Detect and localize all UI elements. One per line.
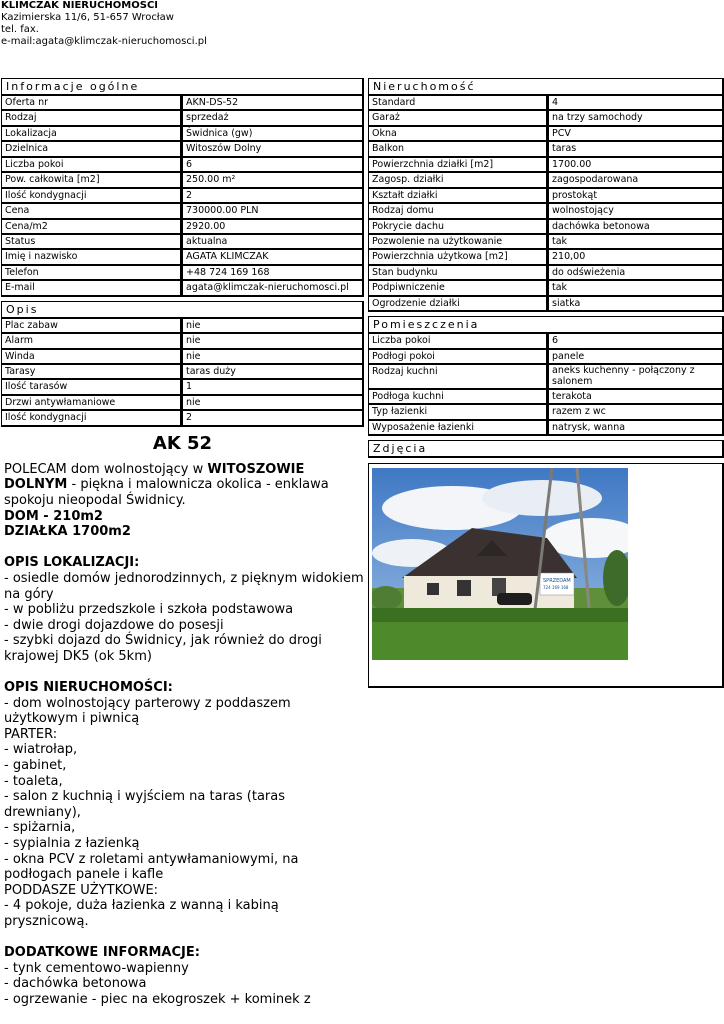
- table-row: [368, 111, 724, 126]
- row-label: Rodzaj: [1, 111, 182, 126]
- extra-heading: DODATKOWE INFORMACJE:: [4, 945, 200, 961]
- row-label: Podłoga kuchni: [368, 390, 548, 405]
- row-value: aktualna: [182, 235, 364, 250]
- row-label: Ilość kondygnacji: [1, 189, 182, 204]
- table-row: [368, 142, 724, 157]
- left-column: [1, 78, 364, 1008]
- row-label: Okna: [368, 127, 548, 142]
- row-label: Pow. całkowita [m2]: [1, 173, 182, 188]
- table-row: [1, 334, 364, 349]
- table-row: [1, 380, 364, 395]
- row-value: na trzy samochody: [548, 111, 724, 126]
- row-label: Wyposażenie łazienki: [368, 421, 548, 436]
- description-line: - gabinet,: [4, 758, 67, 774]
- rooms-table: [368, 334, 724, 436]
- description-line: - ogrzewanie - piec na ekogroszek + kominek z: [4, 991, 311, 1007]
- row-value: aneks kuchenny - połączony z salonem: [548, 365, 724, 390]
- row-value: sprzedaż: [182, 111, 364, 126]
- offer-description: [1, 462, 364, 1008]
- intro-b: WITOSZOWIE DOLNYM: [4, 461, 305, 493]
- row-value: Witoszów Dolny: [182, 142, 364, 157]
- description-line: - dachówka betonowa: [4, 976, 147, 992]
- row-value: razem z wc: [548, 405, 724, 420]
- offer-title: AK 52: [152, 432, 213, 454]
- table-row: [368, 189, 724, 204]
- row-value: 1: [182, 380, 364, 395]
- table-row: [1, 158, 364, 173]
- table-row: [368, 235, 724, 250]
- table-row: [1, 111, 364, 126]
- row-label: Zagosp. działki: [368, 173, 548, 188]
- table-row: [1, 204, 364, 219]
- table-row: [368, 173, 724, 188]
- row-label: Imię i nazwisko: [1, 250, 182, 265]
- table-row: [1, 127, 364, 142]
- opis-section-title: Opis: [1, 301, 364, 319]
- row-value: nie: [182, 319, 364, 334]
- extra-list: [4, 961, 364, 1008]
- table-row: [368, 350, 724, 365]
- row-value: AGATA KLIMCZAK: [182, 250, 364, 265]
- intro-a: POLECAM dom wolnostojący w: [4, 461, 208, 477]
- table-row: [368, 281, 724, 296]
- row-value: 6: [548, 334, 724, 349]
- description-line: - szybki dojazd do Świdnicy, jak również do drogi krajowej DK5 (ok 5km): [4, 633, 322, 664]
- intro-c: - piękna i malownicza okolica - enklawa spokoju nieopodal Świdnicy.: [4, 477, 329, 508]
- row-label: E-mail: [1, 281, 182, 296]
- row-label: Cena/m2: [1, 220, 182, 235]
- table-row: [368, 334, 724, 349]
- description-line: - osiedle domów jednorodzinnych, z pięknym widokiem na góry: [4, 570, 364, 602]
- description-line: - spiżarnia,: [4, 820, 76, 836]
- photo-frame: [368, 463, 724, 688]
- row-value: 2920.00: [182, 220, 364, 235]
- row-label: Liczba pokoi: [1, 158, 182, 173]
- table-row: [368, 266, 724, 281]
- table-row: [368, 204, 724, 219]
- description-line: - sypialnia z łazienką: [4, 836, 140, 851]
- table-row: [368, 421, 724, 436]
- rooms-section-title: Pomieszczenia: [368, 316, 724, 334]
- row-label: Typ łazienki: [368, 405, 548, 420]
- location-list: [4, 571, 364, 665]
- table-row: [1, 250, 364, 265]
- description-line: PODDASZE UŻYTKOWE:: [4, 882, 159, 898]
- row-value: 4: [548, 96, 724, 111]
- row-label: Garaż: [368, 111, 548, 126]
- row-label: Kształt działki: [368, 189, 548, 204]
- table-row: [368, 390, 724, 405]
- row-label: Ilość tarasów: [1, 380, 182, 395]
- description-line: PARTER:: [4, 726, 58, 742]
- row-label: Liczba pokoi: [368, 334, 548, 349]
- agency-name: KLIMCZAK NIERUCHOMOŚCI: [1, 0, 159, 11]
- row-value: 2: [182, 411, 364, 426]
- property-list: [4, 696, 364, 930]
- row-label: Rodzaj kuchni: [368, 365, 548, 390]
- row-value: 730000.00 PLN: [182, 204, 364, 219]
- row-label: Drzwi antywłamaniowe: [1, 396, 182, 411]
- row-value: panele: [548, 350, 724, 365]
- table-row: [368, 297, 724, 312]
- description-line: - 4 pokoje, duża łazienka z wanną i kabiną prysznicową.: [4, 898, 279, 929]
- agency-address: Kazimierska 11/6, 51-657 Wrocław: [1, 12, 174, 23]
- row-value: prostokąt: [548, 189, 724, 204]
- table-row: [1, 173, 364, 188]
- table-row: [1, 96, 364, 111]
- sign-text: SPRZEDAM: [543, 578, 571, 585]
- row-label: Standard: [368, 96, 548, 111]
- description-line: - w pobliżu przedszkole i szkoła podstawowa: [4, 602, 294, 618]
- sign-phone: 724 169 168: [543, 585, 569, 591]
- row-label: Rodzaj domu: [368, 204, 548, 219]
- row-value: zagospodarowana: [548, 173, 724, 188]
- row-value: 2: [182, 189, 364, 204]
- description-line: - salon z kuchnią i wyjściem na taras (taras drewniany),: [4, 789, 286, 820]
- description-line: - okna PCV z roletami antywłamaniowymi, na podłogach panele i kafle: [4, 851, 299, 883]
- table-row: [1, 266, 364, 281]
- table-row: [1, 365, 364, 380]
- property-section-title: Nieruchomość: [368, 78, 724, 96]
- row-label: Lokalizacja: [1, 127, 182, 142]
- location-heading: OPIS LOKALIZACJI:: [4, 555, 140, 571]
- table-row: [368, 96, 724, 111]
- general-table: [1, 96, 364, 297]
- description-line: - dwie drogi dojazdowe do posesji: [4, 617, 224, 633]
- description-line: - wiatrołap,: [4, 742, 78, 758]
- row-value: 6: [182, 158, 364, 173]
- table-row: [1, 281, 364, 296]
- property-heading: OPIS NIERUCHOMOŚCI:: [4, 680, 173, 696]
- table-row: [1, 142, 364, 157]
- house-photo[interactable]: [372, 468, 628, 660]
- photos-section-title: Zdjęcia: [368, 440, 724, 458]
- row-value: wolnostojący: [548, 204, 724, 219]
- row-value: dachówka betonowa: [548, 220, 724, 235]
- right-column: [368, 78, 724, 688]
- row-value: terakota: [548, 390, 724, 405]
- row-label: Oferta nr: [1, 96, 182, 111]
- table-row: [368, 250, 724, 265]
- general-section-title: Informacje ogólne: [1, 78, 364, 96]
- row-value: 1700.00: [548, 158, 724, 173]
- table-row: [368, 365, 724, 390]
- table-row: [1, 411, 364, 426]
- row-label: Pokrycie dachu: [368, 220, 548, 235]
- row-value: 250.00 m²: [182, 173, 364, 188]
- plot-area: DZIAŁKA 1700m2: [4, 524, 131, 540]
- agency-header: [1, 0, 207, 48]
- row-value: taras duży: [182, 365, 364, 380]
- table-row: [368, 127, 724, 142]
- description-line: - toaleta,: [4, 773, 63, 789]
- row-value: tak: [548, 281, 724, 296]
- table-row: [1, 396, 364, 411]
- row-value: nie: [182, 350, 364, 365]
- row-label: Dzielnica: [1, 142, 182, 157]
- row-label: Balkon: [368, 142, 548, 157]
- table-row: [1, 319, 364, 334]
- row-value: natrysk, wanna: [548, 421, 724, 436]
- agency-phone: tel. fax.: [1, 24, 39, 35]
- house-area: DOM - 210m2: [4, 508, 103, 524]
- agency-email: e-mail:agata@klimczak-nieruchomosci.pl: [1, 36, 207, 47]
- opis-table: [1, 319, 364, 427]
- table-row: [1, 235, 364, 250]
- row-value: Świdnica (gw): [182, 127, 364, 142]
- table-row: [368, 158, 724, 173]
- row-value: 210,00: [548, 250, 724, 265]
- row-label: Podpiwniczenie: [368, 281, 548, 296]
- row-label: Powierzchnia użytkowa [m2]: [368, 250, 548, 265]
- description-line: - dom wolnostojący parterowy z poddaszem użytkowym i piwnicą: [4, 695, 291, 727]
- row-value: AKN-DS-52: [182, 96, 364, 111]
- row-value: tak: [548, 235, 724, 250]
- row-value: PCV: [548, 127, 724, 142]
- row-value: taras: [548, 142, 724, 157]
- table-row: [368, 220, 724, 235]
- row-value: siatka: [548, 297, 724, 312]
- row-label: Plac zabaw: [1, 319, 182, 334]
- description-line: - tynk cementowo-wapienny: [4, 960, 189, 976]
- row-label: Telefon: [1, 266, 182, 281]
- property-table: [368, 96, 724, 312]
- table-row: [1, 350, 364, 365]
- row-label: Powierzchnia działki [m2]: [368, 158, 548, 173]
- row-label: Ogrodzenie działki: [368, 297, 548, 312]
- row-label: Alarm: [1, 334, 182, 349]
- row-label: Podłogi pokoi: [368, 350, 548, 365]
- row-value: agata@klimczak-nieruchomosci.pl: [182, 281, 364, 296]
- row-value: nie: [182, 334, 364, 349]
- row-label: Stan budynku: [368, 266, 548, 281]
- row-label: Ilość kondygnacji: [1, 411, 182, 426]
- row-label: Cena: [1, 204, 182, 219]
- row-value: +48 724 169 168: [182, 266, 364, 281]
- row-value: do odświeżenia: [548, 266, 724, 281]
- table-row: [1, 189, 364, 204]
- row-label: Status: [1, 235, 182, 250]
- table-row: [1, 220, 364, 235]
- row-label: Tarasy: [1, 365, 182, 380]
- row-label: Winda: [1, 350, 182, 365]
- row-value: nie: [182, 396, 364, 411]
- table-row: [368, 405, 724, 420]
- row-label: Pozwolenie na użytkowanie: [368, 235, 548, 250]
